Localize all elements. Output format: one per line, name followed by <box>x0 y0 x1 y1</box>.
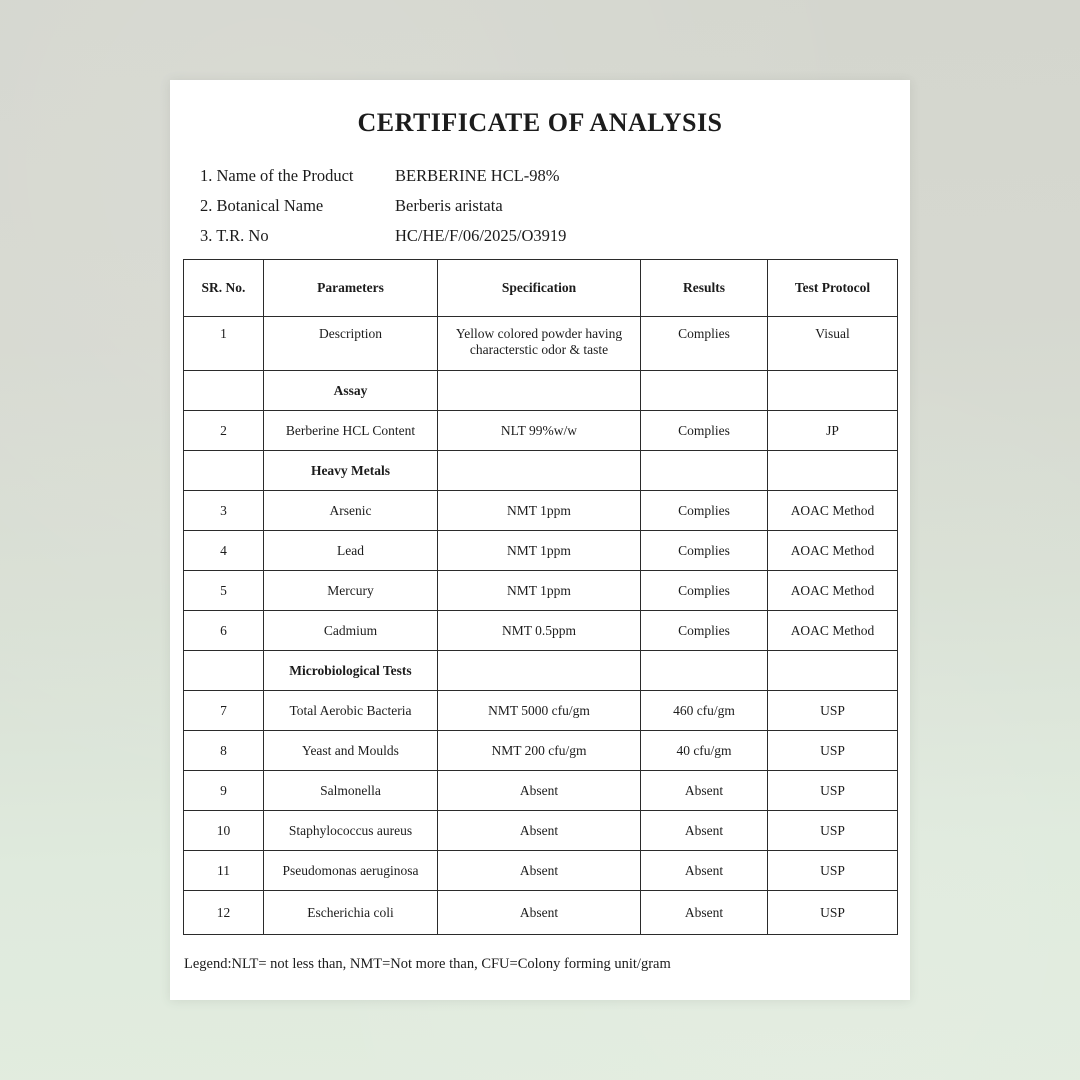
table-row <box>184 611 898 651</box>
cell-sr-no: 3 <box>184 491 264 531</box>
cell-test-protocol: AOAC Method <box>768 491 898 531</box>
info-value: HC/HE/F/06/2025/O3919 <box>395 226 567 245</box>
cell-test-protocol: USP <box>768 851 898 891</box>
cell-test-protocol: USP <box>768 691 898 731</box>
analysis-table-body <box>184 317 898 935</box>
cell-parameter: Arsenic <box>264 491 438 531</box>
cell-specification: Absent <box>438 771 641 811</box>
cell-parameter: Berberine HCL Content <box>264 411 438 451</box>
cell-sr-no <box>184 651 264 691</box>
section-row <box>184 651 898 691</box>
cell-parameter: Pseudomonas aeruginosa <box>264 851 438 891</box>
cell-results: Complies <box>641 491 768 531</box>
cell-parameter: Microbiological Tests <box>264 651 438 691</box>
analysis-table <box>183 259 898 935</box>
cell-parameter: Escherichia coli <box>264 891 438 935</box>
legend-note: Legend:NLT= not less than, NMT=Not more than, CFU=Colony forming unit/gram <box>184 956 671 972</box>
cell-test-protocol: USP <box>768 771 898 811</box>
cell-sr-no <box>184 451 264 491</box>
certificate-page <box>170 80 910 1000</box>
table-row <box>184 891 898 935</box>
info-row-botanical-name <box>200 196 840 226</box>
cell-parameter: Mercury <box>264 571 438 611</box>
cell-parameter: Staphylococcus aureus <box>264 811 438 851</box>
table-row <box>184 851 898 891</box>
cell-specification: NMT 0.5ppm <box>438 611 641 651</box>
cell-specification <box>438 371 641 411</box>
cell-parameter: Total Aerobic Bacteria <box>264 691 438 731</box>
cell-sr-no <box>184 371 264 411</box>
cell-parameter: Yeast and Moulds <box>264 731 438 771</box>
page-title: CERTIFICATE OF ANALYSIS <box>357 108 723 137</box>
cell-parameter: Description <box>264 317 438 371</box>
cell-test-protocol: Visual <box>768 317 898 371</box>
cell-results: Absent <box>641 851 768 891</box>
table-row <box>184 691 898 731</box>
cell-parameter: Heavy Metals <box>264 451 438 491</box>
table-row <box>184 317 898 371</box>
info-value: Berberis aristata <box>395 196 503 215</box>
table-row <box>184 811 898 851</box>
cell-results <box>641 651 768 691</box>
cell-test-protocol: USP <box>768 731 898 771</box>
table-row <box>184 531 898 571</box>
cell-specification: Absent <box>438 891 641 935</box>
cell-results: 40 cfu/gm <box>641 731 768 771</box>
table-row <box>184 411 898 451</box>
cell-sr-no: 7 <box>184 691 264 731</box>
cell-test-protocol <box>768 651 898 691</box>
cell-results <box>641 451 768 491</box>
cell-results: 460 cfu/gm <box>641 691 768 731</box>
cell-sr-no: 12 <box>184 891 264 935</box>
header-results: Results <box>641 260 768 317</box>
cell-sr-no: 6 <box>184 611 264 651</box>
cell-specification: Yellow colored powder having characterstic odor & taste <box>438 317 641 371</box>
cell-test-protocol: AOAC Method <box>768 611 898 651</box>
cell-results: Complies <box>641 411 768 451</box>
table-row <box>184 491 898 531</box>
product-info <box>200 166 840 256</box>
cell-specification: Absent <box>438 811 641 851</box>
cell-sr-no: 1 <box>184 317 264 371</box>
section-row <box>184 451 898 491</box>
cell-specification <box>438 651 641 691</box>
cell-results: Complies <box>641 531 768 571</box>
cell-parameter: Assay <box>264 371 438 411</box>
cell-sr-no: 4 <box>184 531 264 571</box>
cell-test-protocol <box>768 451 898 491</box>
cell-sr-no: 10 <box>184 811 264 851</box>
cell-test-protocol: AOAC Method <box>768 531 898 571</box>
analysis-table-header <box>184 260 898 317</box>
info-row-tr-no <box>200 226 840 256</box>
info-label: 3. T.R. No <box>200 226 269 245</box>
header-parameters: Parameters <box>264 260 438 317</box>
cell-sr-no: 5 <box>184 571 264 611</box>
cell-parameter: Cadmium <box>264 611 438 651</box>
cell-specification: NMT 1ppm <box>438 491 641 531</box>
cell-sr-no: 8 <box>184 731 264 771</box>
cell-results: Complies <box>641 317 768 371</box>
info-value: BERBERINE HCL-98% <box>395 166 560 185</box>
cell-results: Absent <box>641 811 768 851</box>
cell-parameter: Lead <box>264 531 438 571</box>
cell-specification: NMT 1ppm <box>438 531 641 571</box>
table-row <box>184 571 898 611</box>
cell-results: Complies <box>641 611 768 651</box>
cell-parameter: Salmonella <box>264 771 438 811</box>
cell-specification <box>438 451 641 491</box>
cell-sr-no: 2 <box>184 411 264 451</box>
cell-specification: NLT 99%w/w <box>438 411 641 451</box>
cell-specification: NMT 1ppm <box>438 571 641 611</box>
cell-test-protocol: USP <box>768 891 898 935</box>
cell-test-protocol: JP <box>768 411 898 451</box>
cell-results <box>641 371 768 411</box>
info-label: 1. Name of the Product <box>200 166 354 185</box>
table-row <box>184 771 898 811</box>
section-row <box>184 371 898 411</box>
cell-specification: NMT 5000 cfu/gm <box>438 691 641 731</box>
header-row <box>184 260 898 317</box>
cell-specification: Absent <box>438 851 641 891</box>
cell-results: Absent <box>641 771 768 811</box>
info-row-product-name <box>200 166 840 196</box>
cell-results: Complies <box>641 571 768 611</box>
cell-specification: NMT 200 cfu/gm <box>438 731 641 771</box>
table-row <box>184 731 898 771</box>
cell-test-protocol: USP <box>768 811 898 851</box>
cell-sr-no: 9 <box>184 771 264 811</box>
cell-results: Absent <box>641 891 768 935</box>
info-label: 2. Botanical Name <box>200 196 324 215</box>
cell-sr-no: 11 <box>184 851 264 891</box>
header-specification: Specification <box>438 260 641 317</box>
cell-test-protocol <box>768 371 898 411</box>
header-sr-no: SR. No. <box>184 260 264 317</box>
header-test-protocol: Test Protocol <box>768 260 898 317</box>
cell-test-protocol: AOAC Method <box>768 571 898 611</box>
